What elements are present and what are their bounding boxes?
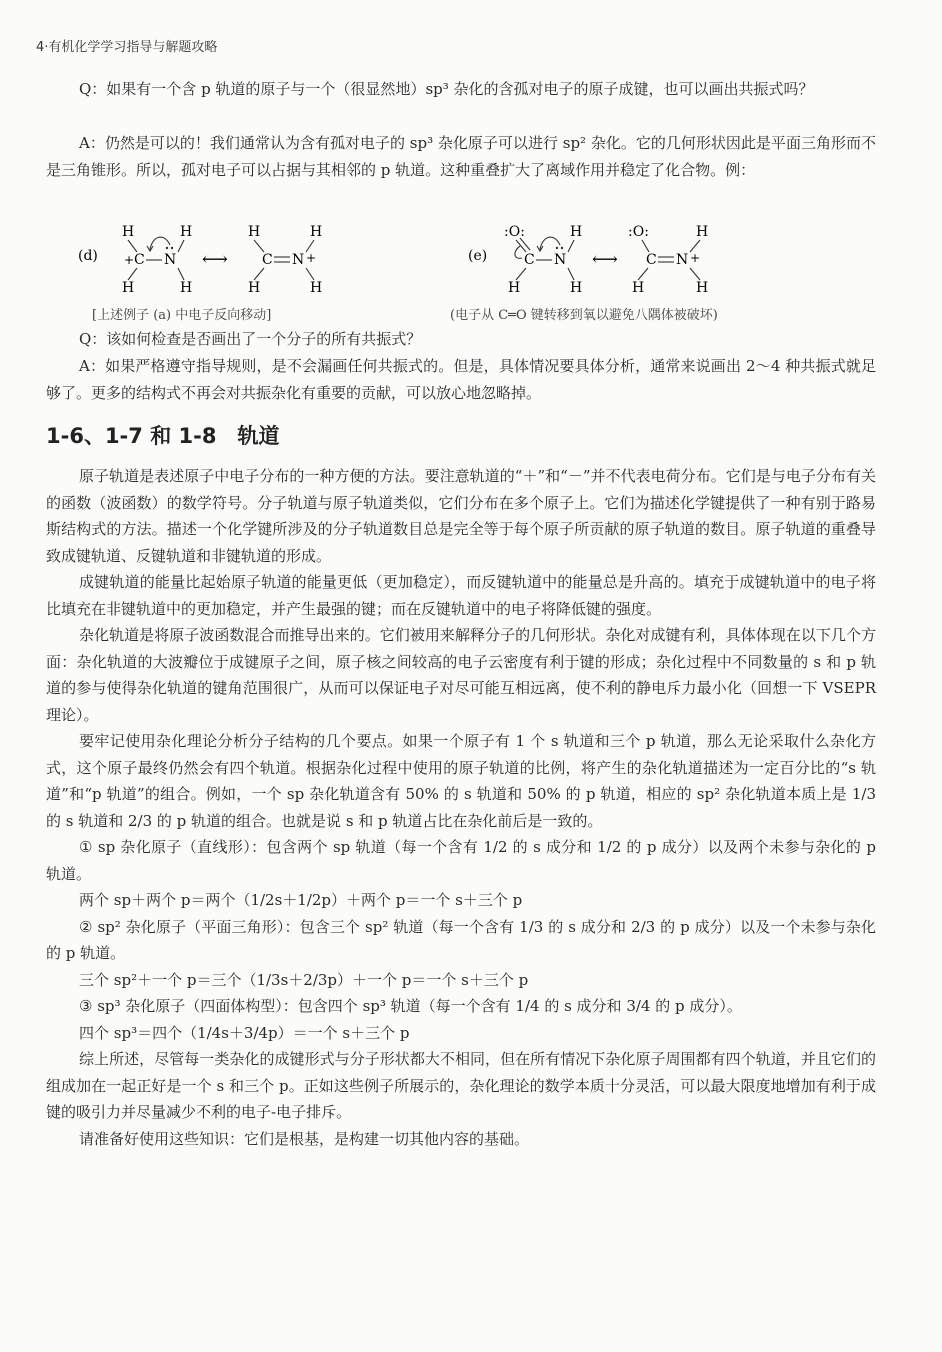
svg-text:H: H [508, 280, 521, 296]
paragraph-bonding: 成键轨道的能量比起始原子轨道的能量更低（更加稳定），而反键轨道中的能量总是升高的。填充于成键轨道中的电子将比填充在非键轨道中的更加稳定，并产生最强的键；而在反键轨道中的电子将降低键的强度。 [46, 573, 876, 618]
item-sp2: ② sp² 杂化原子（平面三角形）：包含三个 sp² 轨道（每一个含有 1/3 的 s 成分和 2/3 的 p 成分）以及一个未参与杂化的 p 轨道。 [46, 917, 876, 962]
question-2: Q：该如何检查是否画出了一个分子的所有共振式？ [79, 330, 422, 348]
paragraph-hybrid: 杂化轨道是将原子波函数混合而推导出来的。它们被用来解释分子的几何形状。杂化对成键有利，具体体现在以下几个方面：杂化轨道的大波瓣位于成键原子之间，原子核之间较高的电子云密度有利于键的形成；杂化过程中不同数量的 s 和 p 轨道的参与使得杂化轨道的键角范围很广，从而可以保证电子对尽可能互相远离，使不利的静电斥力最小化（回想一下 VSEPR 理论）。 [46, 626, 876, 724]
svg-text:C: C [262, 252, 273, 268]
svg-text:H: H [310, 224, 323, 240]
svg-text:H: H [310, 280, 323, 296]
svg-text:N: N [554, 252, 567, 268]
item-sp: ① sp 杂化原子（直线形）：包含两个 sp 轨道（每一个含有 1/2 的 s 成分和 1/2 的 p 成分）以及两个未参与杂化的 p 轨道。 [46, 838, 876, 883]
running-header: 4·有机化学学习指导与解题攻略 [36, 40, 218, 55]
figure-e-label: (e) [468, 248, 488, 264]
svg-text:H: H [180, 224, 193, 240]
svg-text:C: C [524, 252, 535, 268]
svg-text:H: H [122, 224, 135, 240]
svg-text:C: C [646, 252, 657, 268]
caption-figure-e: (电子从 C═O 键转移到氧以避免八隅体被破坏) [450, 308, 718, 323]
answer-1: A：仍然是可以的！我们通常认为含有孤对电子的 sp³ 杂化原子可以进行 sp² 杂化。它的几何形状因此是平面三角形而不是三角锥形。所以，孤对电子可以占据与其相邻的 p 轨道。这种重叠扩大了离域作用并稳定了化合物。例： [46, 134, 876, 179]
svg-text:⟷: ⟷ [202, 249, 228, 270]
svg-text:H: H [632, 280, 645, 296]
section-title: 1-6、1-7 和 1-8 轨道 [46, 424, 280, 448]
section-body [46, 463, 876, 1152]
svg-text:H: H [248, 280, 261, 296]
item-sp3: ③ sp³ 杂化原子（四面体构型）：包含四个 sp³ 轨道（每一个含有 1/4 的 s 成分和 3/4 的 p 成分）。 [79, 997, 742, 1015]
paragraph-closing: 请准备好使用这些知识：它们是根基，是构建一切其他内容的基础。 [79, 1129, 530, 1148]
svg-text:H: H [122, 280, 135, 296]
svg-text:H: H [696, 224, 709, 240]
svg-text::O:: :O: [504, 224, 525, 240]
svg-text:H: H [570, 280, 583, 296]
figure-d-label: (d) [78, 248, 98, 264]
question-1: Q：如果有一个含 p 轨道的原子与一个（很显然地）sp³ 杂化的含孤对电子的原子成键，也可以画出共振式吗？ [79, 80, 814, 98]
paragraph-summary: 综上所述，尽管每一类杂化的成键形式与分子形状都大不相同，但在所有情况下杂化原子周围都有四个轨道，并且它们的组成加在一起正好是一个 s 和三个 p。正如这些例子所展示的，杂化理论的数学本质十分灵活，可以最大限度地增加有利于成键的吸引力并尽量减少不利的电子-电子排斥。 [46, 1050, 876, 1121]
caption-figure-d: [上述例子 (a) 中电子反向移动] [92, 308, 272, 323]
svg-text:H: H [248, 224, 261, 240]
equation-sp2: 三个 sp²＋一个 p＝三个（1/3s＋2/3p）＋一个 p＝一个 s＋三个 p [79, 970, 529, 989]
svg-text:H: H [696, 280, 709, 296]
svg-text:+: + [306, 251, 317, 265]
svg-text:H: H [570, 224, 583, 240]
equation-sp3: 四个 sp³＝四个（1/4s＋3/4p）＝一个 s＋三个 p [79, 1023, 410, 1042]
resonance-figure-d [60, 218, 380, 298]
svg-text:⟷: ⟷ [592, 249, 618, 270]
svg-text::O:: :O: [628, 224, 649, 240]
svg-text:H: H [180, 280, 193, 296]
svg-text:+: + [690, 251, 701, 265]
resonance-figure-e [460, 218, 780, 298]
paragraph-orbitals: 原子轨道是表述原子中电子分布的一种方便的方法。要注意轨道的“＋”和“－”并不代表电荷分布。它们是与电子分布有关的函数（波函数）的数学符号。分子轨道与原子轨道类似，它们分布在多个原子上。它们为描述化学键提供了一种有别于路易斯结构式的方法。描述一个化学键所涉及的分子轨道数目总是完全等于每个原子所贡献的原子轨道的数目。原子轨道的重叠导致成键轨道、反键轨道和非键轨道的形成。 [46, 467, 876, 565]
paragraph-hybrid-points: 要牢记使用杂化理论分析分子结构的几个要点。如果一个原子有 1 个 s 轨道和三个 p 轨道，那么无论采取什么杂化方式，这个原子最终仍然会有四个轨道。根据杂化过程中使用的原子轨道的比例，将产生的杂化轨道描述为一定百分比的“s 轨道”和“p 轨道”的组合。例如，一个 sp 杂化轨道含有 50% 的 s 轨道和 50% 的 p 轨道，相应的 sp² 杂化轨道本质上是 1/3 的 s 轨道和 2/3 的 p 轨道的组合。也就是说 s 和 p 轨道占比在杂化前后是一致的。 [46, 732, 876, 830]
svg-text:N: N [292, 252, 305, 268]
svg-text:C: C [134, 252, 145, 268]
svg-text:+: + [124, 253, 135, 267]
answer-2: A：如果严格遵守指导规则，是不会漏画任何共振式的。但是，具体情况要具体分析，通常来说画出 2～4 种共振式就足够了。更多的结构式不再会对共振杂化有重要的贡献，可以放心地忽略掉。 [46, 357, 876, 402]
svg-text:N: N [164, 252, 177, 268]
svg-text:N: N [676, 252, 689, 268]
equation-sp: 两个 sp＋两个 p＝两个（1/2s＋1/2p）＋两个 p＝一个 s＋三个 p [79, 891, 523, 909]
